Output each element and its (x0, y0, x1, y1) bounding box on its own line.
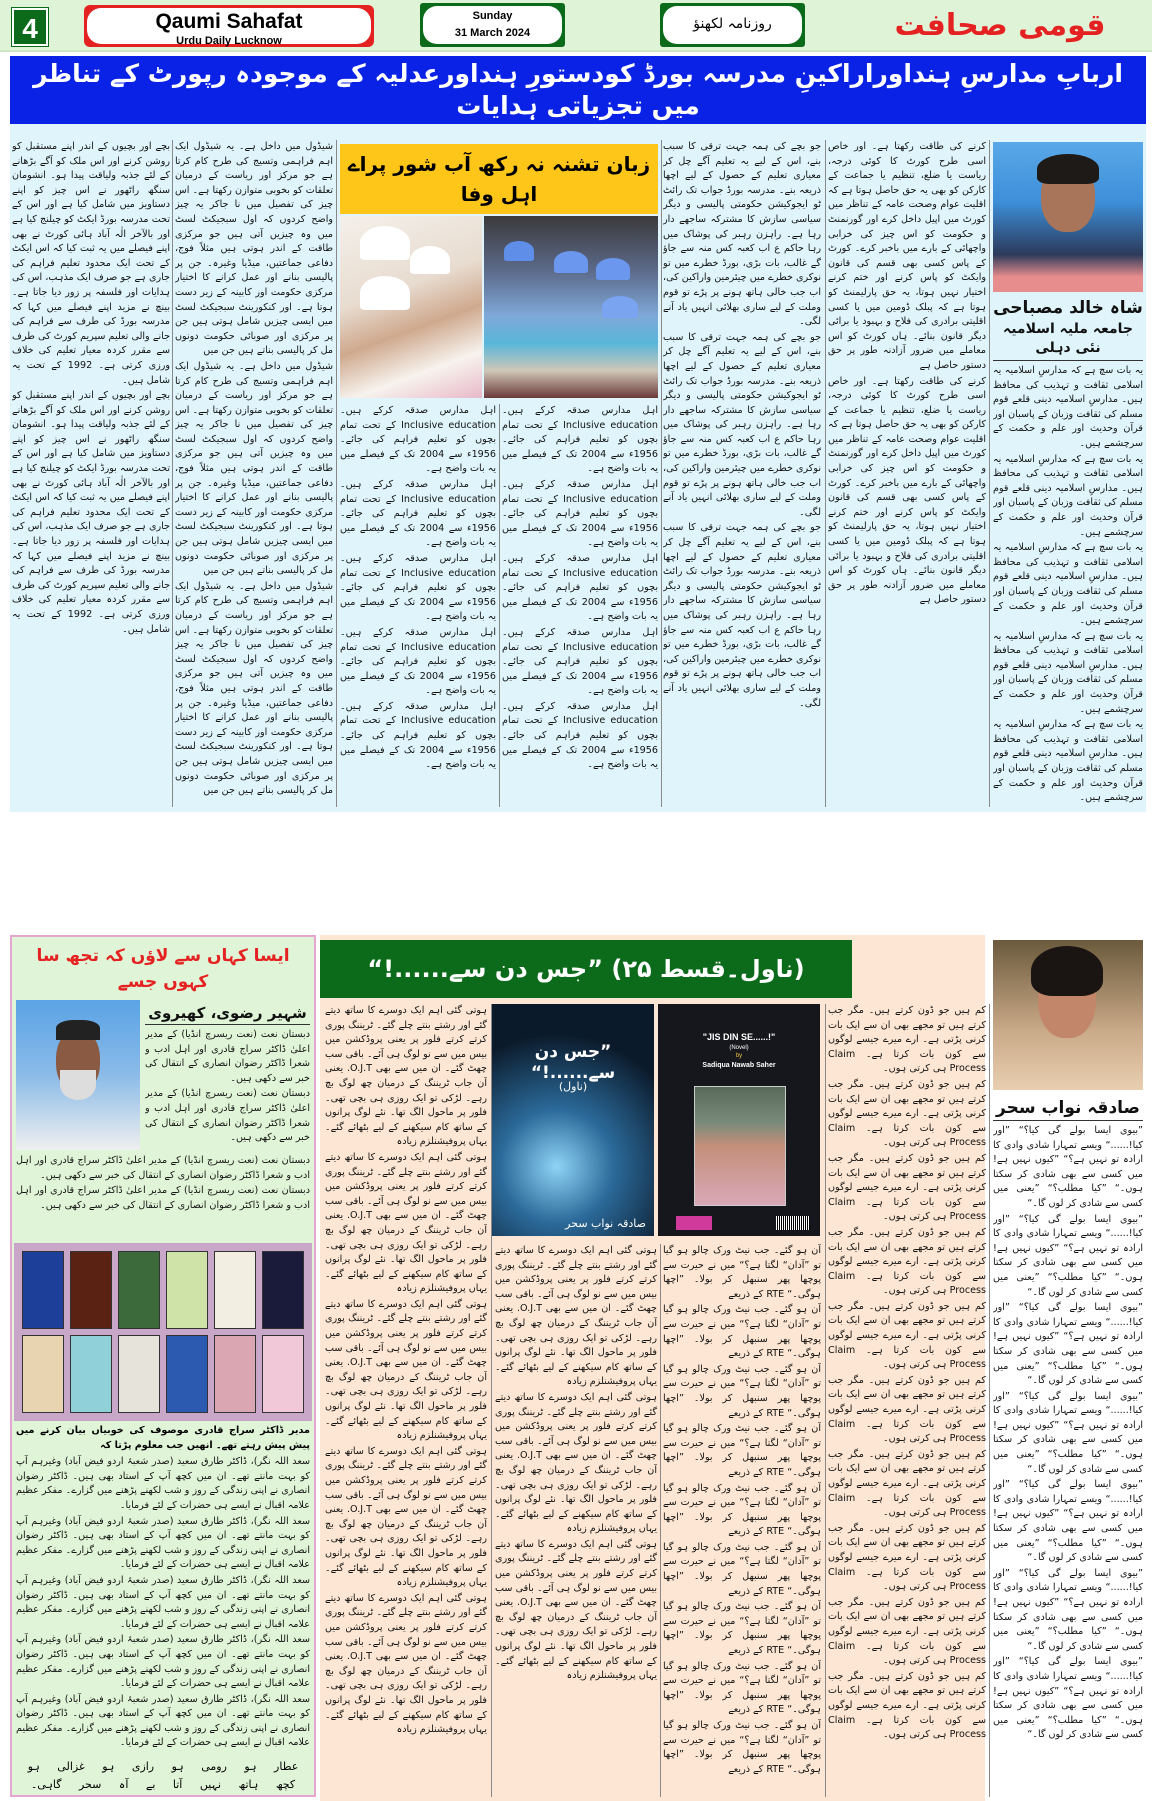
paragraph: اہل مدارس صدقہ کرکے ہیں۔ Inclusive education کے تحت تمام بچوں کو تعلیم فراہم کی جائے۔ 1956ء سے 2004 تک کے فیصلے میں یہ بات واضح ہے۔ (340, 626, 496, 697)
verse-line-2: کچھ ہاتھ نہیں آتا بے آہ سحر گاہی۔ (30, 1778, 296, 1791)
paragraph: کرنے کی طاقت رکھتا ہے۔ اور خاص اسی طرح کورٹ کا کوئی درجہ، ریاست یا ضلع، تنظیم یا جماعت کے کارکن کو بھی یہ حق حاصل ہوتا ہے کہ اقلیت عوام وصحت عامہ کے تناظر میں کورٹ میں اپیل داخل کرے اور گورنمنٹ و حکومت کو اس چیز کی خرابی واچھائی کے بارے میں باخبر کرے۔ کورٹ کے پاس کسی بھی قسم کی قانون وایکٹ کو پاس کرنے اور ختم کرنے اختیار نہیں ہوتا، یہ حق پارلیمنٹ کو ہوتا ہے کہ پبلک ڈومین میں یا کسی اقلیتی برادری کی فلاح و بہبود یا برائی دیگر قانون بنائے۔ ہاں کورٹ کو اس معاملے میں ضرور آزادنہ طور پر حق دستور حاصل ہے (828, 141, 986, 371)
paragraph: یہ بات سچ ہے کہ مدارسِ اسلامیہ یہ اسلامی ثقافت و تہذیب کی محافظ ہیں۔ مدارسِ اسلامیہ دینی قلعے قوم مسلم کی ثقافت وزبان کے پاسبان اور قرآن وحدیث اور علم و حکمت کے سرچشمے ہیں۔ (993, 719, 1143, 804)
paragraph: کم ہیں جو ڈون کرتے ہیں۔ مگر جب کرتے ہیں تو مجھے بھی ان سے ایک بات کرنی پڑتی ہے۔ ارے میرے جیسے لوگوں سے کون بات کرتا ہے۔ Claim Process ہی کرتی ہوں۔ (828, 1670, 986, 1741)
paragraph: آن ہو گئے۔ جب نیٹ ورک چالو ہو گیا تو ”آدان“ لگتا ہے؟“ میں نے حیرت سے پوچھا پھر سنبھل کر بولا۔ ”اچھا ہوگی۔“ RTE کے ذریعے (663, 1423, 821, 1478)
paragraph: ہوتی گئی اہم ایک دوسرے کا ساتھ دیتے گئے اور رشتے بنتے چلے گئے۔ ٹریننگ پوری کرتے کرتے فلور پر یعنی پروڈکشن میں بیس میں سے نو لوگ ہی آئے۔ باقی سب چھٹ گئے۔ ان میں سے بھی O.J.T. یعنی آن جاب ٹریننگ کے درمیان چھ لوگ بچ رہے۔ لڑکی تو ایک روزی ہی بچی تھی۔ فلور پر ماحول الگ تھا۔ نئے لوگ پرانوں کے ساتھ کام سیکھنے کے لیے بٹھائے گئے۔ یہاں پروفیشنلزم زیادہ (325, 1005, 487, 1148)
paragraph: آن ہو گئے۔ جب نیٹ ورک چالو ہو گیا تو ”آدان“ لگتا ہے؟“ میں نے حیرت سے پوچھا پھر سنبھل کر بولا۔ ”اچھا ہوگی۔“ RTE کے ذریعے (663, 1363, 821, 1419)
author-name: شاہ خالد مصباحی (993, 298, 1143, 318)
paragraph: اہل مدارس صدقہ کرکے ہیں۔ Inclusive education کے تحت تمام بچوں کو تعلیم فراہم کی جائے۔ 1956ء سے 2004 تک کے فیصلے میں یہ بات واضح ہے۔ (502, 552, 658, 623)
barcode (776, 1216, 810, 1230)
novel-column (663, 1244, 821, 1797)
sub-headline-box (340, 144, 658, 214)
paragraph: کم ہیں جو ڈون کرتے ہیں۔ مگر جب کرتے ہیں تو مجھے بھی ان سے ایک بات کرنی پڑتی ہے۔ ارے میرے جیسے لوگوں سے کون بات کرتا ہے۔ Claim Process ہی کرتی ہوں۔ (828, 1374, 986, 1445)
paper-name: Qaumi Sahafat (155, 10, 303, 33)
paragraph: ہوتی گئی اہم ایک دوسرے کا ساتھ دیتے گئے اور رشتے بنتے چلے گئے۔ ٹریننگ پوری کرتے کرتے فلور پر یعنی پروڈکشن میں بیس میں سے نو لوگ ہی آئے۔ باقی سب چھٹ گئے۔ ان میں سے بھی O.J.T. یعنی آن جاب ٹریننگ کے درمیان چھ لوگ بچ رہے۔ لڑکی تو ایک روزی ہی بچی تھی۔ فلور پر ماحول الگ تھا۔ نئے لوگ پرانوں کے ساتھ کام سیکھنے کے لیے بٹھائے گئے۔ یہاں پروفیشنلزم زیادہ (495, 1391, 657, 1535)
paragraph: سعد اللہ نگر)، ڈاکٹر طارق سعید (صدر شعبۂ اردو فیض آباد) وغیرہم آپ کو بہت مانتے تھے۔ ان میں کچھ آپ کے استاد بھی ہیں۔ ڈاکٹر رضوان انصاری نے اپنی زندگی کے روز و شب لکھنے پڑھنے میں گزارے۔ مفکر عظیم علامہ اقبال نے ایسے ہی حضرات کے لئے فرمایا۔ (16, 1634, 310, 1690)
poem-text (16, 1154, 310, 1240)
main-headline-banner (10, 56, 1146, 124)
paragraph: اہل مدارس صدقہ کرکے ہیں۔ Inclusive education کے تحت تمام بچوں کو تعلیم فراہم کی جائے۔ 1956ء سے 2004 تک کے فیصلے میں یہ بات واضح ہے۔ (340, 700, 496, 771)
paragraph: کم ہیں جو ڈون کرتے ہیں۔ مگر جب کرتے ہیں تو مجھے بھی ان سے ایک بات کرنی پڑتی ہے۔ ارے میرے جیسے لوگوں سے کون بات کرتا ہے۔ Claim Process ہی کرتی ہوں۔ (828, 1300, 986, 1371)
paragraph: سعد اللہ نگر)، ڈاکٹر طارق سعید (صدر شعبۂ اردو فیض آباد) وغیرہم آپ کو بہت مانتے تھے۔ ان میں کچھ آپ کے استاد بھی ہیں۔ ڈاکٹر رضوان انصاری نے اپنی زندگی کے روز و شب لکھنے پڑھنے میں گزارے۔ مفکر عظیم علامہ اقبال نے ایسے ہی حضرات کے لئے فرمایا۔ (16, 1456, 310, 1511)
paragraph: یہ بات سچ ہے کہ مدارسِ اسلامیہ یہ اسلامی ثقافت و تہذیب کی محافظ ہیں۔ مدارسِ اسلامیہ دینی قلعے قوم مسلم کی ثقافت وزبان کے پاسبان اور قرآن وحدیث اور علم و حکمت کے سرچشمے ہیں۔ (993, 453, 1143, 538)
paragraph: آن ہو گئے۔ جب نیٹ ورک چالو ہو گیا تو ”آدان“ لگتا ہے؟“ میں نے حیرت سے پوچھا پھر سنبھل کر بولا۔ ”اچھا ہوگی۔“ RTE کے ذریعے (663, 1660, 821, 1716)
paragraph: جو بچے کی ہمہ جہت ترقی کا سبب بنے، اس کے لیے یہ تعلیم آگے چل کر معیاری تعلیم کے حصول کے لیے اچھا ذریعہ بنے۔ مدرسہ بورڈ جواب تک رائٹ ٹو ایجوکیشن حکومتی پالیسی و دیگر سیاسی سازش کا مشترکہ ساجھے دار رہا ہے۔ راہزن رہبر کی پوشاک میں رہا حاکم ع اب کعبہ کس منہ سے جاؤ گے غالب، بات بڑی، بورڈ خطرے میں تو نوکری خطرے میں چیئرمین واراکین کی، اب جب خالی ہاتھ ہونے پر پڑے تو قوم وملت کے لیے ساری بھلائی انہیں یاد آنے لگی۔ (663, 141, 821, 328)
paragraph: کرنے کی طاقت رکھتا ہے۔ اور خاص اسی طرح کورٹ کا کوئی درجہ، ریاست یا ضلع، تنظیم یا جماعت کے کارکن کو بھی یہ حق حاصل ہوتا ہے کہ اقلیت عوام وصحت عامہ کے تناظر میں کورٹ میں اپیل داخل کرے اور گورنمنٹ و حکومت کو اس چیز کی خرابی واچھائی کے بارے میں باخبر کرے۔ کورٹ کے پاس کسی بھی قسم کی قانون وایکٹ کو پاس کرنے اور ختم کرنے اختیار نہیں ہوتا، یہ حق پارلیمنٹ کو ہوتا ہے کہ پبلک ڈومین میں یا کسی اقلیتی برادری کی فلاح و بہبود یا برائی دیگر قانون بنائے۔ ہاں کورٹ کو اس معاملے میں ضرور آزادنہ طور پر حق دستور حاصل ہے (828, 375, 986, 606)
poem-body (16, 1455, 310, 1754)
paragraph: کم ہیں جو ڈون کرتے ہیں۔ مگر جب کرتے ہیں تو مجھے بھی ان سے ایک بات کرنی پڑتی ہے۔ ارے میرے جیسے لوگوں سے کون بات کرتا ہے۔ Claim Process ہی کرتی ہوں۔ (828, 1448, 986, 1519)
book-genre-english: (Novel) (729, 1045, 749, 1051)
book-genre-urdu: (ناول) (558, 1080, 588, 1093)
book-author-urdu: صادقہ نواب سحر (565, 1217, 646, 1230)
paragraph: آن ہو گئے۔ جب نیٹ ورک چالو ہو گیا تو ”آدان“ لگتا ہے؟“ میں نے حیرت سے پوچھا پھر سنبھل کر بولا۔ ”اچھا ہوگی۔“ RTE کے ذریعے (663, 1601, 821, 1657)
paragraph: بچے اور بچیوں کے اندر اپنے مستقبل کو روشن کرنے اور اس ملک کو آگے بڑھانے کے لئے جذبہ ولیاقت پیدا ہو۔ انشومان سنگھ راٹھور نے اس چیز کو اپنے دستاویز میں شامل کیا ہے اور اس کے تحت مدرسہ بورڈ ایکٹ کو چیلنج کیا ہے اور بالآخر الٰہ آباد ہائی کورٹ نے بھی اپنے فیصلے میں یہ ثبت کیا کہ اس ایکٹ کے تحت ایک محدود تعلیم فراہم کی جاری ہے جو صرف ایک مذہب، اس کی ہدایات اور فلسفہ پر زور دیا جاتا ہے۔ بینچ نے مزید اپنے فیصلے میں کہا کہ مدرسہ بورڈ کی طرف سے فراہم کی جانے والی تعلیم سپریم کورٹ کی طرف سے مقرر کردہ معیار تعلیم کی خلاف ورزی کرتی ہے۔ 1992 کے تحت یہ شامل ہیں۔ (12, 390, 170, 635)
novel-column (828, 1004, 986, 1797)
paragraph: ہوتی گئی اہم ایک دوسرے کا ساتھ دیتے گئے اور رشتے بنتے چلے گئے۔ ٹریننگ پوری کرتے کرتے فلور پر یعنی پروڈکشن میں بیس میں سے نو لوگ ہی آئے۔ باقی سب چھٹ گئے۔ ان میں سے بھی O.J.T. یعنی آن جاب ٹریننگ کے درمیان چھ لوگ بچ رہے۔ لڑکی تو ایک روزی ہی بچی تھی۔ فلور پر ماحول الگ تھا۔ نئے لوگ پرانوں کے ساتھ کام سیکھنے کے لیے بٹھائے گئے۔ یہاں پروفیشنلزم زیادہ (325, 1151, 487, 1295)
paper-name-box (84, 5, 374, 47)
article-column (663, 140, 821, 807)
author-photo (993, 142, 1143, 292)
paragraph: ”بیوی ایسا بولے گی کیا؟“ ”اور کیا!......“ ویسے تمہارا شادی وادی کا ارادہ تو نہیں ہے؟“ ”کیوں نہیں ہے! میں کسی سے بھی شادی کر سکتا ہوں۔“ ”کیا مطلب؟“ ”یعنی میں کسی سے شادی کر لوں گا۔“ (993, 1302, 1143, 1387)
date: 31 March 2024 (454, 27, 531, 39)
rozname-box (660, 3, 805, 47)
paragraph: دبستان نعت (نعت ریسرچ انڈیا) کے مدیر اعلیٰ ڈاکٹر سراج قادری اور اہل ادب و شعرا ڈاکٹر رضوان انصاری کے انتقال کی خبر سے دکھی ہیں۔ (16, 1155, 310, 1181)
paragraph: دبستان نعت (نعت ریسرچ انڈیا) کے مدیر اعلیٰ ڈاکٹر سراج قادری اور اہل ادب و شعرا ڈاکٹر رضوان انصاری کے انتقال کی خبر سے دکھی ہیں۔ (16, 1185, 310, 1211)
novel-column (325, 1004, 487, 1797)
book-by: by (735, 1053, 743, 1059)
paragraph: ”بیوی ایسا بولے گی کیا؟“ ”اور کیا!......“ ویسے تمہارا شادی وادی کا ارادہ تو نہیں ہے؟“ ”کیوں نہیں ہے! میں کسی سے بھی شادی کر سکتا ہوں۔“ ”کیا مطلب؟“ ”یعنی میں کسی سے شادی کر لوں گا۔“ (993, 1213, 1143, 1298)
book-front-cover (492, 1004, 654, 1236)
day: Sunday (472, 10, 513, 22)
paragraph: شیڈول میں داخل ہے۔ یہ شیڈول ایک اہم فراہمی وتسیج کی طرح کام کرتا ہے جو مرکز اور ریاست کے درمیان تعلقات کو بخوبی متوازن رکھتا ہے۔ اس چیز کی تفصیل میں نا جاکر یہ چیز واضح کردوں کہ اول سبجیکٹ لسٹ میں وہ چیزیں آتی ہیں جو مرکزی طاقت کے اندر ہوتی ہیں مثلاً فوج، دفاعی جماعتیں، میڈیا وغیرہ۔ جن پر پالیسی بنانے اور عمل کرانے کا اختیار مرکزی حکومت اور کابینہ کے زیر دست ہوتا ہے۔ اور کنکورینٹ سبجیکٹ لسٹ میں ایسی چیزیں شامل ہوتی ہیں جن پر مرکزی اور صوبائی حکومت دونوں مل کر پالیسی بناتے ہیں جن میں (175, 360, 333, 577)
paragraph: اہل مدارس صدقہ کرکے ہیں۔ Inclusive education کے تحت تمام بچوں کو تعلیم فراہم کی جائے۔ 1956ء سے 2004 تک کے فیصلے میں یہ بات واضح ہے۔ (340, 478, 496, 549)
page-number: 4 (12, 8, 48, 46)
poem-headline: ایسا کہاں سے لاؤں کہ تجھ سا کہوں جسے (36, 946, 290, 992)
poem-intro (145, 1028, 310, 1150)
poem-headline-box (14, 940, 312, 998)
article-column (993, 364, 1143, 807)
paper-subtitle: Urdu Daily Lucknow (176, 35, 282, 47)
paragraph: اہل مدارس صدقہ کرکے ہیں۔ Inclusive education کے تحت تمام بچوں کو تعلیم فراہم کی جائے۔ 1956ء سے 2004 تک کے فیصلے میں یہ بات واضح ہے۔ (340, 405, 496, 475)
book-title-urdu: ”جس دن سے......!“ (530, 1042, 616, 1083)
paragraph: کم ہیں جو ڈون کرتے ہیں۔ مگر جب کرتے ہیں تو مجھے بھی ان سے ایک بات کرنی پڑتی ہے۔ ارے میرے جیسے لوگوں سے کون بات کرتا ہے۔ Claim Process ہی کرتی ہوں۔ (828, 1226, 986, 1297)
paragraph: سعد اللہ نگر)، ڈاکٹر طارق سعید (صدر شعبۂ اردو فیض آباد) وغیرہم آپ کو بہت مانتے تھے۔ ان میں کچھ آپ کے استاد بھی ہیں۔ ڈاکٹر رضوان انصاری نے اپنی زندگی کے روز و شب لکھنے پڑھنے میں گزارے۔ مفکر عظیم علامہ اقبال نے ایسے ہی حضرات کے لئے فرمایا۔ (16, 1574, 310, 1630)
novelist-photo (993, 940, 1143, 1090)
paragraph: آن ہو گئے۔ جب نیٹ ورک چالو ہو گیا تو ”آدان“ لگتا ہے؟“ میں نے حیرت سے پوچھا پھر سنبھل کر بولا۔ ”اچھا ہوگی۔“ RTE کے ذریعے (663, 1482, 821, 1538)
rozname: روزنامہ لکھنؤ (663, 6, 802, 44)
paragraph: جو بچے کی ہمہ جہت ترقی کا سبب بنے، اس کے لیے یہ تعلیم آگے چل کر معیاری تعلیم کے حصول کے لیے اچھا ذریعہ بنے۔ مدرسہ بورڈ جواب تک رائٹ ٹو ایجوکیشن حکومتی پالیسی و دیگر سیاسی سازش کا مشترکہ ساجھے دار رہا ہے۔ راہزن رہبر کی پوشاک میں رہا حاکم ع اب کعبہ کس منہ سے جاؤ گے غالب، بات بڑی، بورڈ خطرے میں تو نوکری خطرے میں چیئرمین واراکین کی، اب جب خالی ہاتھ ہونے پر پڑے تو قوم وملت کے لیے ساری بھلائی انہیں یاد آنے لگی۔ (663, 522, 821, 709)
paragraph: ”بیوی ایسا بولے گی کیا؟“ ”اور کیا!......“ ویسے تمہارا شادی وادی کا ارادہ تو نہیں ہے؟“ ”کیوں نہیں ہے! میں کسی سے بھی شادی کر سکتا ہوں۔“ ”کیا مطلب؟“ ”یعنی میں کسی سے شادی کر لوں گا۔“ (993, 1125, 1143, 1209)
paragraph: یہ بات سچ ہے کہ مدارسِ اسلامیہ یہ اسلامی ثقافت و تہذیب کی محافظ ہیں۔ مدارسِ اسلامیہ دینی قلعے قوم مسلم کی ثقافت وزبان کے پاسبان اور قرآن وحدیث اور علم و حکمت کے سرچشمے ہیں۔ (993, 542, 1143, 627)
paragraph: ہوتی گئی اہم ایک دوسرے کا ساتھ دیتے گئے اور رشتے بنتے چلے گئے۔ ٹریننگ پوری کرتے کرتے فلور پر یعنی پروڈکشن میں بیس میں سے نو لوگ ہی آئے۔ باقی سب چھٹ گئے۔ ان میں سے بھی O.J.T. یعنی آن جاب ٹریننگ کے درمیان چھ لوگ بچ رہے۔ لڑکی تو ایک روزی ہی بچی تھی۔ فلور پر ماحول الگ تھا۔ نئے لوگ پرانوں کے ساتھ کام سیکھنے کے لیے بٹھائے گئے۔ یہاں پروفیشنلزم زیادہ (495, 1538, 657, 1682)
poet-photo (16, 1000, 140, 1150)
paragraph: بچے اور بچیوں کے اندر اپنے مستقبل کو روشن کرنے اور اس ملک کو آگے بڑھانے کے لئے جذبہ ولیاقت پیدا ہو۔ انشومان سنگھ راٹھور نے اس چیز کو اپنے دستاویز میں شامل کیا ہے اور اس کے تحت مدرسہ بورڈ ایکٹ کو چیلنج کیا ہے اور بالآخر الٰہ آباد ہائی کورٹ نے بھی اپنے فیصلے میں یہ ثبت کیا کہ اس ایکٹ کے تحت ایک محدود تعلیم فراہم کی جاری ہے جو صرف ایک مذہب، اس کی ہدایات اور فلسفہ پر زور دیا جاتا ہے۔ بینچ نے مزید اپنے فیصلے میں کہا کہ مدرسہ بورڈ کی طرف سے فراہم کی جانے والی تعلیم سپریم کورٹ کی طرف سے مقرر کردہ معیار تعلیم کی خلاف ورزی کرتی ہے۔ 1992 کے تحت یہ شامل ہیں۔ (12, 141, 170, 386)
paragraph: سعد اللہ نگر)، ڈاکٹر طارق سعید (صدر شعبۂ اردو فیض آباد) وغیرہم آپ کو بہت مانتے تھے۔ ان میں کچھ آپ کے استاد بھی ہیں۔ ڈاکٹر رضوان انصاری نے اپنی زندگی کے روز و شب لکھنے پڑھنے میں گزارے۔ مفکر عظیم علامہ اقبال نے ایسے ہی حضرات کے لئے فرمایا۔ (16, 1693, 310, 1749)
paragraph: اہل مدارس صدقہ کرکے ہیں۔ Inclusive education کے تحت تمام بچوں کو تعلیم فراہم کی جائے۔ 1956ء سے 2004 تک کے فیصلے میں یہ بات واضح ہے۔ (502, 478, 658, 549)
paragraph: آن ہو گئے۔ جب نیٹ ورک چالو ہو گیا تو ”آدان“ لگتا ہے؟“ میں نے حیرت سے پوچھا پھر سنبھل کر بولا۔ ”اچھا ہوگی۔“ RTE کے ذریعے (663, 1304, 821, 1360)
date-box (420, 3, 565, 47)
paragraph: کم ہیں جو ڈون کرتے ہیں۔ مگر جب کرتے ہیں تو مجھے بھی ان سے ایک بات کرنی پڑتی ہے۔ ارے میرے جیسے لوگوں سے کون بات کرتا ہے۔ Claim Process ہی کرتی ہوں۔ (828, 1152, 986, 1223)
logo: قومی صحافت (894, 8, 1106, 43)
poem-body-block (16, 1424, 310, 1794)
paragraph: ”بیوی ایسا بولے گی کیا؟“ ”اور کیا!......“ ویسے تمہارا شادی وادی کا ارادہ تو نہیں ہے؟“ ”کیوں نہیں ہے! میں کسی سے بھی شادی کر سکتا ہوں۔“ ”کیا مطلب؟“ ”یعنی میں کسی سے شادی کر لوں گا۔“ (993, 1567, 1143, 1652)
books-photo (14, 1243, 312, 1421)
paragraph: دبستان نعت (نعت ریسرچ انڈیا) کے مدیر اعلیٰ ڈاکٹر سراج قادری اور اہل ادب و شعرا ڈاکٹر رضوان انصاری کے انتقال کی خبر سے دکھی ہیں۔ (145, 1029, 310, 1084)
author-affiliation: جامعہ ملیہ اسلامیہ نئی دہلی (993, 320, 1143, 361)
paragraph: ”بیوی ایسا بولے گی کیا؟“ ”اور کیا!......“ ویسے تمہارا شادی وادی کا ارادہ تو نہیں ہے؟“ ”کیوں نہیں ہے! میں کسی سے بھی شادی کر سکتا ہوں۔“ ”کیا مطلب؟“ ”یعنی میں کسی سے شادی کر لوں گا۔“ (993, 1479, 1143, 1564)
paragraph: شیڈول میں داخل ہے۔ یہ شیڈول ایک اہم فراہمی وتسیج کی طرح کام کرتا ہے جو مرکز اور ریاست کے درمیان تعلقات کو بخوبی متوازن رکھتا ہے۔ اس چیز کی تفصیل میں نا جاکر یہ چیز واضح کردوں کہ اول سبجیکٹ لسٹ میں وہ چیزیں آتی ہیں جو مرکزی طاقت کے اندر ہوتی ہیں مثلاً فوج، دفاعی جماعتیں، میڈیا وغیرہ۔ جن پر پالیسی بنانے اور عمل کرانے کا اختیار مرکزی حکومت اور کابینہ کے زیر دست ہوتا ہے۔ اور کنکورینٹ سبجیکٹ لسٹ میں ایسی چیزیں شامل ہوتی ہیں جن پر مرکزی اور صوبائی حکومت دونوں مل کر پالیسی بناتے ہیں جن میں (175, 580, 333, 797)
paragraph: جو بچے کی ہمہ جہت ترقی کا سبب بنے، اس کے لیے یہ تعلیم آگے چل کر معیاری تعلیم کے حصول کے لیے اچھا ذریعہ بنے۔ مدرسہ بورڈ جواب تک رائٹ ٹو ایجوکیشن حکومتی پالیسی و دیگر سیاسی سازش کا مشترکہ ساجھے دار رہا ہے۔ راہزن رہبر کی پوشاک میں رہا حاکم ع اب کعبہ کس منہ سے جاؤ گے غالب، بات بڑی، بورڈ خطرے میں تو نوکری خطرے میں چیئرمین واراکین کی، اب جب خالی ہاتھ ہونے پر پڑے تو قوم وملت کے لیے ساری بھلائی انہیں یاد آنے لگی۔ (663, 331, 821, 518)
paragraph: اہل مدارس صدقہ کرکے ہیں۔ Inclusive education کے تحت تمام بچوں کو تعلیم فراہم کی جائے۔ 1956ء سے 2004 تک کے فیصلے میں یہ بات واضح ہے۔ (502, 405, 658, 475)
book-title-english: "JIS DIN SE......!" (702, 1032, 776, 1042)
paragraph: آن ہو گئے۔ جب نیٹ ورک چالو ہو گیا تو ”آدان“ لگتا ہے؟“ میں نے حیرت سے پوچھا پھر سنبھل کر بولا۔ ”اچھا ہوگی۔“ RTE کے ذریعے (663, 1245, 821, 1300)
article-column (502, 404, 658, 807)
article-column (175, 140, 333, 807)
article-column (340, 404, 496, 807)
novelist-name: صادقہ نواب سحر (993, 1096, 1143, 1121)
books-caption: مدیر ڈاکٹر سراج قادری موصوف کی خوبیاں بیان کرنے میں پیش پیش رہتے تھے۔ انھیں جب معلوم پڑتا کہ (16, 1425, 310, 1451)
paragraph: کم ہیں جو ڈون کرتے ہیں۔ مگر جب کرتے ہیں تو مجھے بھی ان سے ایک بات کرنی پڑتی ہے۔ ارے میرے جیسے لوگوں سے کون بات کرتا ہے۔ Claim Process ہی کرتی ہوں۔ (828, 1005, 986, 1075)
paragraph: کم ہیں جو ڈون کرتے ہیں۔ مگر جب کرتے ہیں تو مجھے بھی ان سے ایک بات کرنی پڑتی ہے۔ ارے میرے جیسے لوگوں سے کون بات کرتا ہے۔ Claim Process ہی کرتی ہوں۔ (828, 1522, 986, 1593)
paragraph: اہل مدارس صدقہ کرکے ہیں۔ Inclusive education کے تحت تمام بچوں کو تعلیم فراہم کی جائے۔ 1956ء سے 2004 تک کے فیصلے میں یہ بات واضح ہے۔ (340, 552, 496, 623)
article-column (828, 140, 986, 807)
paragraph: یہ بات سچ ہے کہ مدارسِ اسلامیہ یہ اسلامی ثقافت و تہذیب کی محافظ ہیں۔ مدارسِ اسلامیہ دینی قلعے قوم مسلم کی ثقافت وزبان کے پاسبان اور قرآن وحدیث اور علم و حکمت کے سرچشمے ہیں۔ (993, 630, 1143, 715)
book-back-cover (658, 1004, 820, 1236)
paragraph: کم ہیں جو ڈون کرتے ہیں۔ مگر جب کرتے ہیں تو مجھے بھی ان سے ایک بات کرنی پڑتی ہے۔ ارے میرے جیسے لوگوں سے کون بات کرتا ہے۔ Claim Process ہی کرتی ہوں۔ (828, 1596, 986, 1667)
paragraph: ”بیوی ایسا بولے گی کیا؟“ ”اور کیا!......“ ویسے تمہارا شادی وادی کا ارادہ تو نہیں ہے؟“ ”کیوں نہیں ہے! میں کسی سے بھی شادی کر سکتا ہوں۔“ ”کیا مطلب؟“ ”یعنی میں کسی سے شادی کر لوں گا۔“ (993, 1390, 1143, 1475)
novel-headline: (ناول۔قسط ۲۵) ”جس دن سے......!“ (367, 955, 805, 983)
paragraph: دبستان نعت (نعت ریسرچ انڈیا) کے مدیر اعلیٰ ڈاکٹر سراج قادری اور اہل ادب و شعرا ڈاکٹر رضوان انصاری کے انتقال کی خبر سے دکھی ہیں۔ (145, 1088, 310, 1144)
paragraph: اہل مدارس صدقہ کرکے ہیں۔ Inclusive education کے تحت تمام بچوں کو تعلیم فراہم کی جائے۔ 1956ء سے 2004 تک کے فیصلے میں یہ بات واضح ہے۔ (502, 626, 658, 697)
author-portrait (694, 1086, 786, 1206)
paragraph: ”بیوی ایسا بولے گی کیا؟“ ”اور کیا!......“ ویسے تمہارا شادی وادی کا ارادہ تو نہیں ہے؟“ ”کیوں نہیں ہے! میں کسی سے بھی شادی کر سکتا ہوں۔“ ”کیا مطلب؟“ ”یعنی میں کسی سے شادی کر لوں گا۔“ (993, 1656, 1143, 1741)
paragraph: ہوتی گئی اہم ایک دوسرے کا ساتھ دیتے گئے اور رشتے بنتے چلے گئے۔ ٹریننگ پوری کرتے کرتے فلور پر یعنی پروڈکشن میں بیس میں سے نو لوگ ہی آئے۔ باقی سب چھٹ گئے۔ ان میں سے بھی O.J.T. یعنی آن جاب ٹریننگ کے درمیان چھ لوگ بچ رہے۔ لڑکی تو ایک روزی ہی بچی تھی۔ فلور پر ماحول الگ تھا۔ نئے لوگ پرانوں کے ساتھ کام سیکھنے کے لیے بٹھائے گئے۔ یہاں پروفیشنلزم زیادہ (495, 1245, 657, 1388)
author-block (993, 296, 1143, 807)
book-cover-photo (492, 1004, 820, 1236)
paragraph: ہوتی گئی اہم ایک دوسرے کا ساتھ دیتے گئے اور رشتے بنتے چلے گئے۔ ٹریننگ پوری کرتے کرتے فلور پر یعنی پروڈکشن میں بیس میں سے نو لوگ ہی آئے۔ باقی سب چھٹ گئے۔ ان میں سے بھی O.J.T. یعنی آن جاب ٹریننگ کے درمیان چھ لوگ بچ رہے۔ لڑکی تو ایک روزی ہی بچی تھی۔ فلور پر ماحول الگ تھا۔ نئے لوگ پرانوں کے ساتھ کام سیکھنے کے لیے بٹھائے گئے۔ یہاں پروفیشنلزم زیادہ (325, 1592, 487, 1736)
novelist-block (993, 1096, 1143, 1797)
paragraph: کم ہیں جو ڈون کرتے ہیں۔ مگر جب کرتے ہیں تو مجھے بھی ان سے ایک بات کرنی پڑتی ہے۔ ارے میرے جیسے لوگوں سے کون بات کرتا ہے۔ Claim Process ہی کرتی ہوں۔ (828, 1078, 986, 1149)
paragraph: آن ہو گئے۔ جب نیٹ ورک چالو ہو گیا تو ”آدان“ لگتا ہے؟“ میں نے حیرت سے پوچھا پھر سنبھل کر بولا۔ ”اچھا ہوگی۔“ RTE کے ذریعے (663, 1720, 821, 1775)
novel-headline-box (320, 940, 852, 998)
poem-author-block (145, 1002, 310, 1150)
verse-line-1: عطار ہو رومی ہو رازی ہو غزالی ہو (27, 1760, 299, 1773)
madrasa-photo-1 (340, 216, 482, 398)
paragraph: سعد اللہ نگر)، ڈاکٹر طارق سعید (صدر شعبۂ اردو فیض آباد) وغیرہم آپ کو بہت مانتے تھے۔ ان میں کچھ آپ کے استاد بھی ہیں۔ ڈاکٹر رضوان انصاری نے اپنی زندگی کے روز و شب لکھنے پڑھنے میں گزارے۔ مفکر عظیم علامہ اقبال نے ایسے ہی حضرات کے لئے فرمایا۔ (16, 1515, 310, 1571)
madrasa-photo-2 (484, 216, 658, 398)
paragraph: شیڈول میں داخل ہے۔ یہ شیڈول ایک اہم فراہمی وتسیج کی طرح کام کرتا ہے جو مرکز اور ریاست کے درمیان تعلقات کو بخوبی متوازن رکھتا ہے۔ اس چیز کی تفصیل میں نا جاکر یہ چیز واضح کردوں کہ اول سبجیکٹ لسٹ میں وہ چیزیں آتی ہیں جو مرکزی طاقت کے اندر ہوتی ہیں مثلاً فوج، دفاعی جماعتیں، میڈیا وغیرہ۔ جن پر پالیسی بنانے اور عمل کرانے کا اختیار مرکزی حکومت اور کابینہ کے زیر دست ہوتا ہے۔ اور کنکورینٹ سبجیکٹ لسٹ میں ایسی چیزیں شامل ہوتی ہیں جن پر مرکزی اور صوبائی حکومت دونوں مل کر پالیسی بناتے ہیں جن میں (175, 141, 333, 357)
article-column (12, 140, 170, 807)
publisher-logo (676, 1216, 712, 1230)
main-headline: اربابِ مدارسِ ہنداوراراکینِ مدرسہ بورڈ کودستورِ ہنداورعدلیہ کے موجودہ رپورٹ کے تناظر میں تجزیاتی ہدایات (33, 59, 1123, 120)
paragraph: یہ بات سچ ہے کہ مدارسِ اسلامیہ یہ اسلامی ثقافت و تہذیب کی محافظ ہیں۔ مدارسِ اسلامیہ دینی قلعے قوم مسلم کی ثقافت وزبان کے پاسبان اور قرآن وحدیث اور علم و حکمت کے سرچشمے ہیں۔ (993, 365, 1143, 449)
book-author-english: Sadiqua Nawab Saher (702, 1062, 776, 1069)
paragraph: ہوتی گئی اہم ایک دوسرے کا ساتھ دیتے گئے اور رشتے بنتے چلے گئے۔ ٹریننگ پوری کرتے کرتے فلور پر یعنی پروڈکشن میں بیس میں سے نو لوگ ہی آئے۔ باقی سب چھٹ گئے۔ ان میں سے بھی O.J.T. یعنی آن جاب ٹریننگ کے درمیان چھ لوگ بچ رہے۔ لڑکی تو ایک روزی ہی بچی تھی۔ فلور پر ماحول الگ تھا۔ نئے لوگ پرانوں کے ساتھ کام سیکھنے کے لیے بٹھائے گئے۔ یہاں پروفیشنلزم زیادہ (325, 1445, 487, 1589)
poem-author: شہیر رضوی، کھیروی (145, 1002, 310, 1025)
paragraph: آن ہو گئے۔ جب نیٹ ورک چالو ہو گیا تو ”آدان“ لگتا ہے؟“ میں نے حیرت سے پوچھا پھر سنبھل کر بولا۔ ”اچھا ہوگی۔“ RTE کے ذریعے (663, 1541, 821, 1597)
sub-headline: زبان تشنہ نہ رکھ آب شور پراے اہل وفا (347, 152, 651, 206)
paragraph: ہوتی گئی اہم ایک دوسرے کا ساتھ دیتے گئے اور رشتے بنتے چلے گئے۔ ٹریننگ پوری کرتے کرتے فلور پر یعنی پروڈکشن میں بیس میں سے نو لوگ ہی آئے۔ باقی سب چھٹ گئے۔ ان میں سے بھی O.J.T. یعنی آن جاب ٹریننگ کے درمیان چھ لوگ بچ رہے۔ لڑکی تو ایک روزی ہی بچی تھی۔ فلور پر ماحول الگ تھا۔ نئے لوگ پرانوں کے ساتھ کام سیکھنے کے لیے بٹھائے گئے۔ یہاں پروفیشنلزم زیادہ (325, 1298, 487, 1442)
paragraph: اہل مدارس صدقہ کرکے ہیں۔ Inclusive education کے تحت تمام بچوں کو تعلیم فراہم کی جائے۔ 1956ء سے 2004 تک کے فیصلے میں یہ بات واضح ہے۔ (502, 700, 658, 771)
novel-column (495, 1244, 657, 1797)
novel-column (993, 1124, 1143, 1797)
